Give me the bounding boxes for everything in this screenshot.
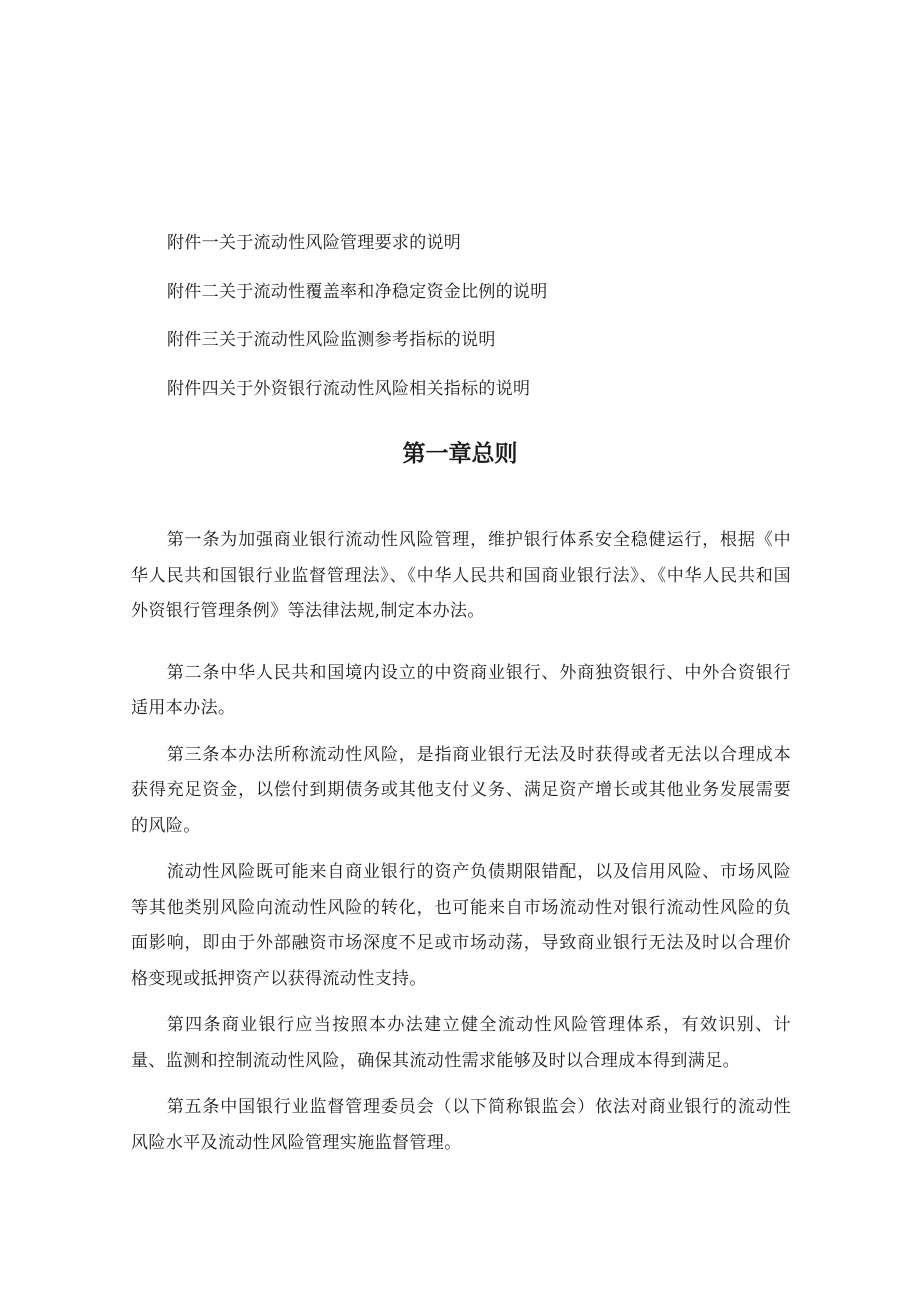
attachment-list <box>167 228 807 422</box>
article-paragraph: 第五条中国银行业监督管理委员会（以下简称银监会）依法对商业银行的流动性风险水平及流动性风险管理实施监督管理。 <box>131 1097 791 1153</box>
chapter-title: 第一章总则 <box>402 441 518 467</box>
attachment-item: 附件一关于流动性风险管理要求的说明 <box>167 233 462 253</box>
article-paragraph: 第三条本办法所称流动性风险，是指商业银行无法及时获得或者无法以合理成本获得充足资金，以偿付到期债务或其他支付义务、满足资产增长或其他业务发展需要的风险。 <box>131 744 791 836</box>
article-paragraph: 第二条中华人民共和国境内设立的中资商业银行、外商独资银行、中外合资银行适用本办法。 <box>131 662 791 718</box>
attachment-item: 附件四关于外资银行流动性风险相关指标的说明 <box>167 378 531 399</box>
article-paragraph: 第四条商业银行应当按照本办法建立健全流动性风险管理体系，有效识别、计量、监测和控制流动性风险，确保其流动性需求能够及时以合理成本得到满足。 <box>131 1015 791 1071</box>
attachment-item: 附件三关于流动性风险监测参考指标的说明 <box>167 330 496 350</box>
attachment-item: 附件二关于流动性覆盖率和净稳定资金比例的说明 <box>167 281 548 302</box>
article-paragraph: 第一条为加强商业银行流动性风险管理，维护银行体系安全稳健运行，根据《中华人民共和国银行业监督管理法》、《中华人民共和国商业银行法》、《中华人民共和国外资银行管理条例》等法律法规,制定本办法。 <box>131 530 791 621</box>
article-paragraph: 流动性风险既可能来自商业银行的资产负债期限错配，以及信用风险、市场风险等其他类别风险向流动性风险的转化，也可能来自市场流动性对银行流动性风险的负面影响，即由于外部融资市场深度不足或市场动荡，导致商业银行无法及时以合理价格变现或抵押资产以获得流动性支持。 <box>131 862 791 989</box>
article-list <box>131 523 791 1161</box>
